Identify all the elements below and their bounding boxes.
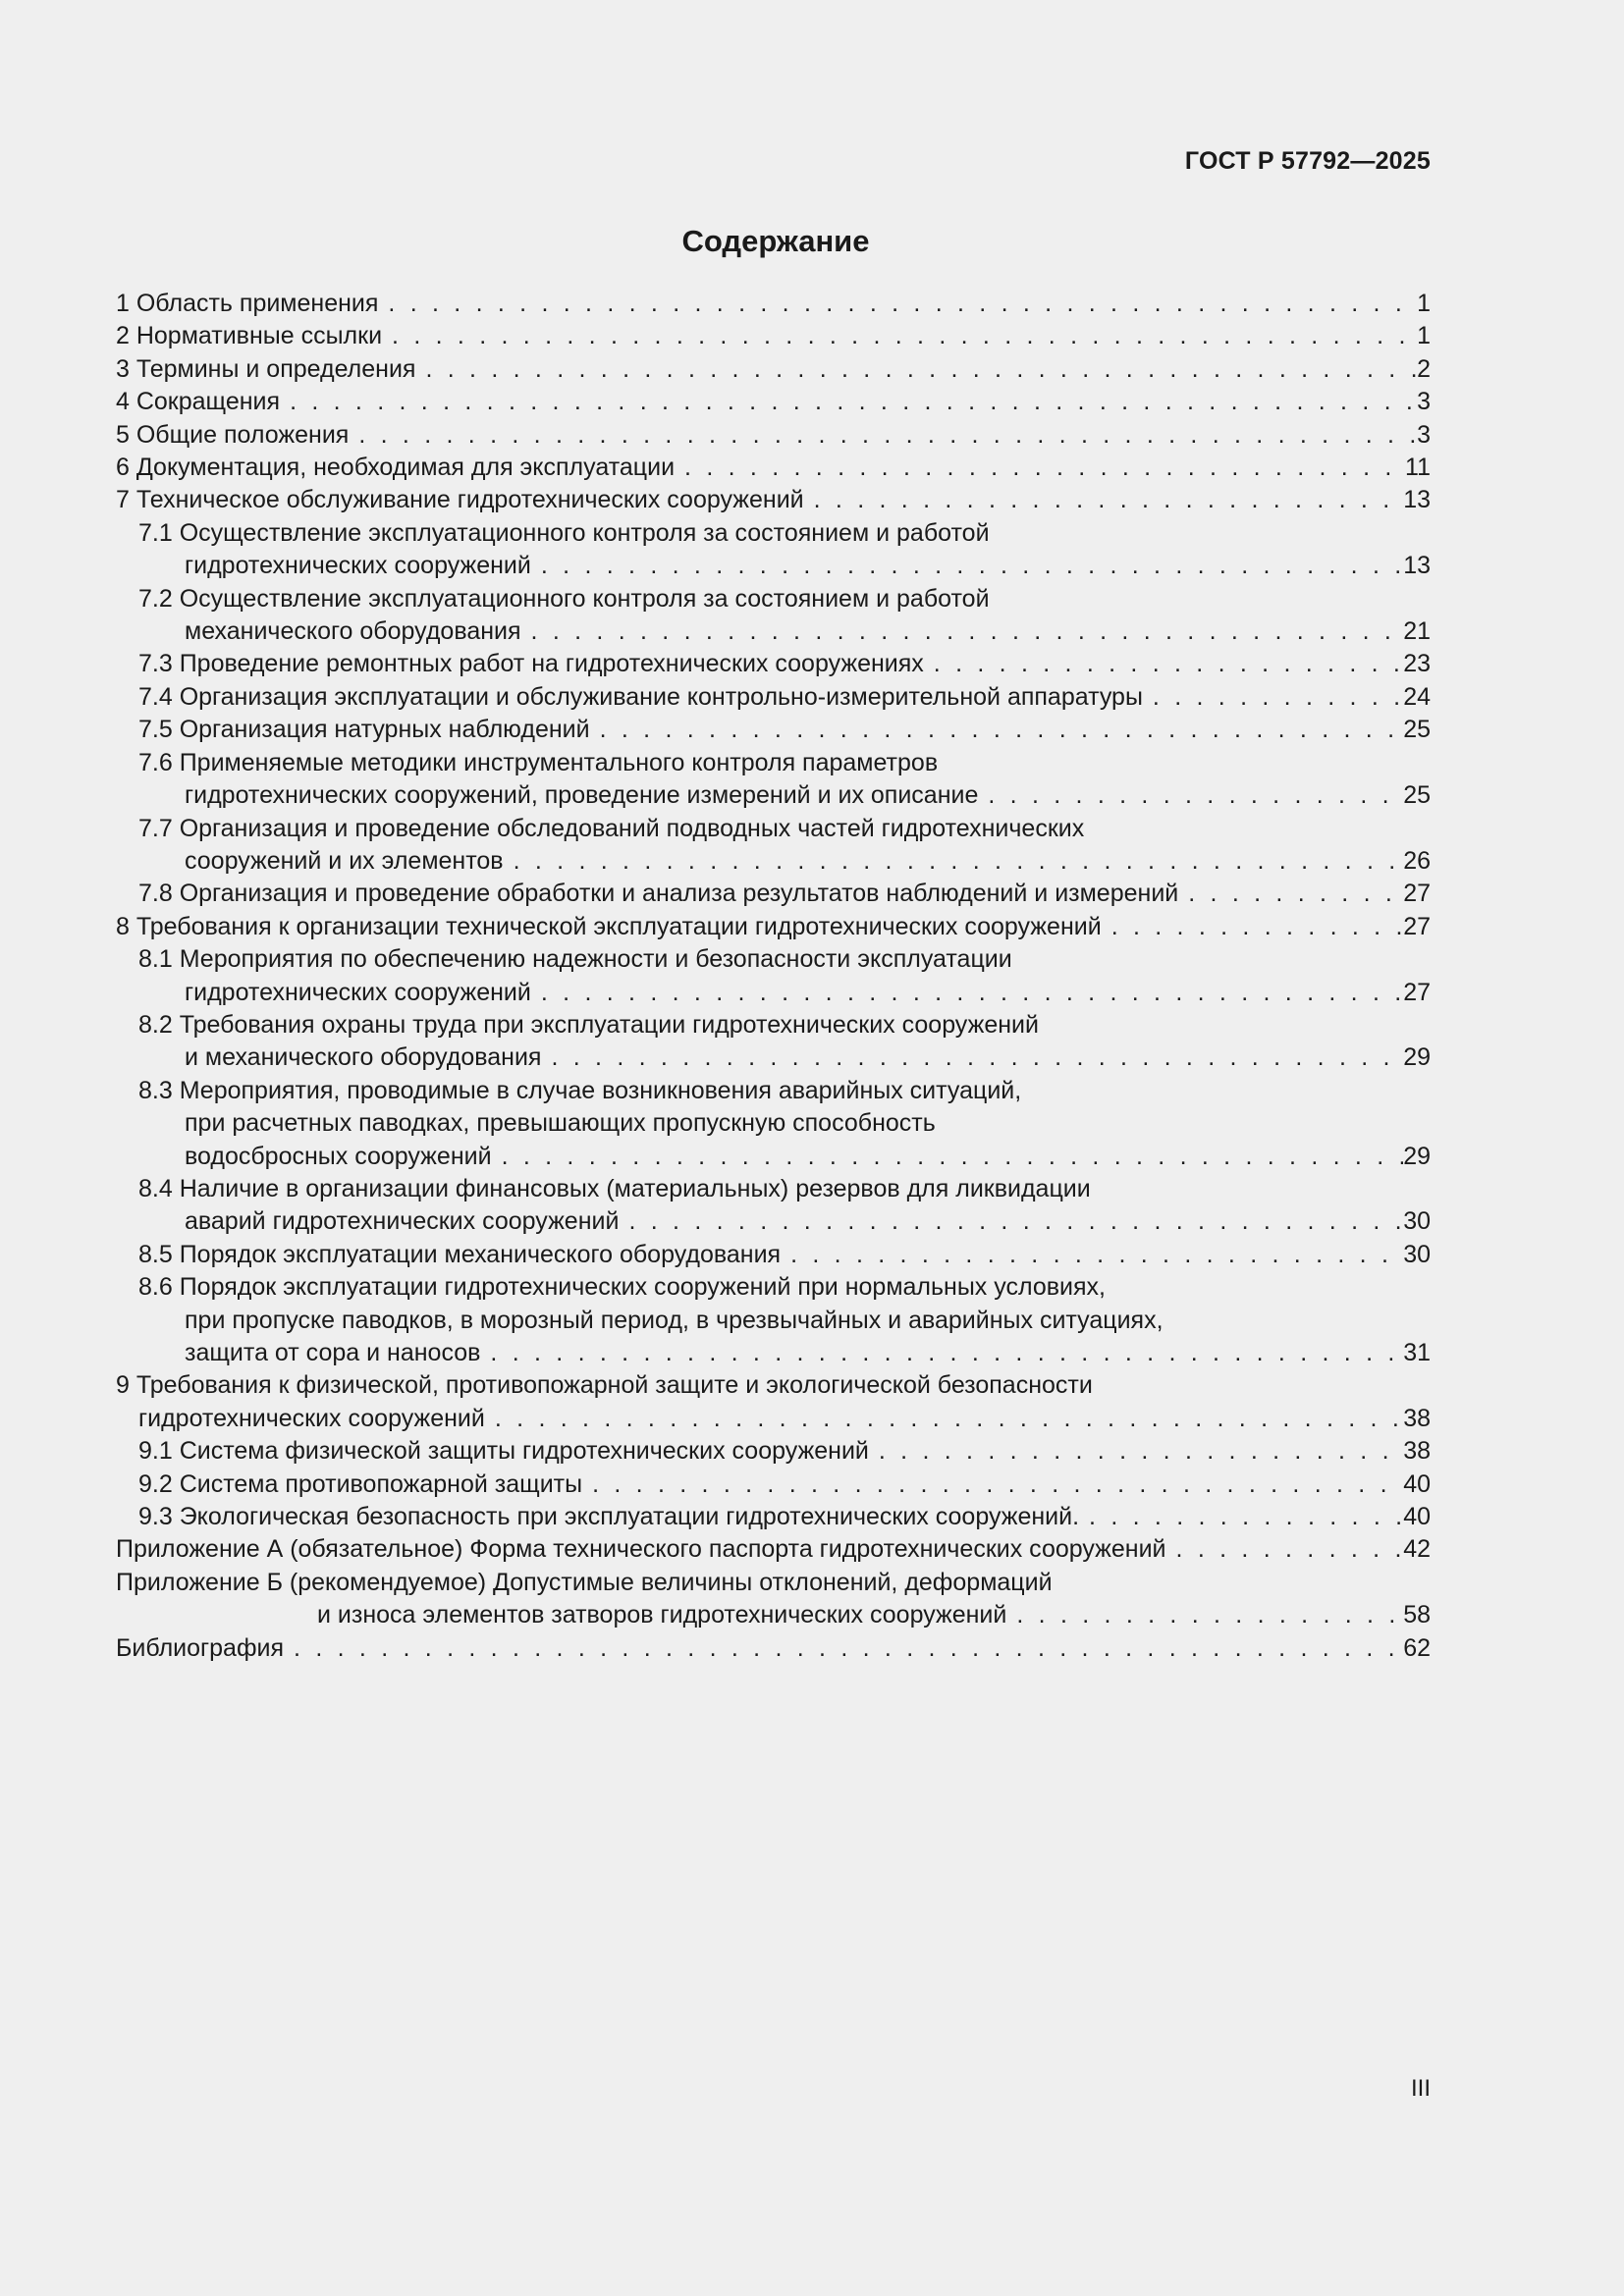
toc-leader-dots: [781, 1239, 1403, 1271]
toc-entry[interactable]: [116, 419, 1431, 452]
toc-entry-text: 7.7 Организация и проведение обследований подводных частей гидротехнических: [138, 814, 1085, 842]
toc-entry[interactable]: [116, 517, 1431, 583]
toc-page-number: 25: [1403, 716, 1431, 744]
toc-entry[interactable]: [116, 1369, 1431, 1435]
toc-entry[interactable]: [116, 1501, 1431, 1533]
toc-entry-row: [116, 779, 1431, 812]
toc-entry[interactable]: [116, 1009, 1431, 1075]
toc-page-number: 21: [1403, 617, 1431, 646]
toc-leader-dots: [978, 779, 1403, 812]
toc-entry-text: гидротехнических сооружений: [185, 978, 531, 1006]
toc-page-number: 24: [1403, 682, 1431, 711]
toc-entry[interactable]: [116, 878, 1431, 910]
toc-entry-text: 7.8 Организация и проведение обработки и анализа результатов наблюдений и измерений: [138, 880, 1179, 908]
toc-entry[interactable]: [116, 747, 1431, 813]
toc-entry-text: 8.2 Требования охраны труда при эксплуатации гидротехнических сооружений: [138, 1010, 1039, 1039]
toc-leader-dots: [1143, 681, 1403, 714]
toc-entry-text: 7 Техническое обслуживание гидротехнических сооружений: [116, 486, 804, 514]
toc-page-number: 40: [1403, 1503, 1431, 1531]
toc-entry-text: гидротехнических сооружений: [138, 1404, 485, 1432]
toc-leader-dots: [541, 1041, 1403, 1074]
toc-entry-row: [116, 714, 1431, 746]
toc-entry-text: Приложение А (обязательное) Форма технического паспорта гидротехнических сооружений: [116, 1535, 1166, 1564]
toc-entry-text: 9.1 Система физической защиты гидротехнических сооружений: [138, 1437, 869, 1466]
toc-entry-row: [116, 1403, 1431, 1435]
toc-entry-text: 9.2 Система противопожарной защиты: [138, 1469, 583, 1498]
toc-entry-row: [116, 1337, 1431, 1369]
toc-entry-text: при расчетных паводках, превышающих пропускную способность: [185, 1109, 936, 1138]
toc-entry-text: водосбросных сооружений: [185, 1142, 492, 1170]
toc-leader-dots: [924, 648, 1403, 680]
toc-entry-text: 7.5 Организация натурных наблюдений: [138, 716, 590, 744]
toc-leader-dots: [531, 550, 1403, 582]
toc-entry[interactable]: [116, 583, 1431, 649]
toc-page-number: 30: [1403, 1207, 1431, 1236]
toc-leader-dots: [804, 484, 1404, 516]
toc-entry-row: [116, 484, 1431, 516]
toc-page-number: 3: [1417, 388, 1431, 416]
toc-page-number: 29: [1403, 1142, 1431, 1170]
toc-entry[interactable]: [116, 943, 1431, 1009]
toc-entry-text: 9.3 Экологическая безопасность при эксплуатации гидротехнических сооружений.: [138, 1503, 1080, 1531]
document-code: ГОСТ Р 57792—2025: [1184, 147, 1431, 175]
toc-entry-row: [116, 1632, 1431, 1665]
toc-entry-row: [116, 977, 1431, 1009]
toc-page-number: 3: [1417, 420, 1431, 449]
toc-entry-row: [116, 878, 1431, 910]
toc-entry-text: аварий гидротехнических сооружений: [185, 1207, 620, 1236]
toc-entry[interactable]: [116, 1173, 1431, 1239]
toc-entry-row: [116, 419, 1431, 452]
toc-leader-dots: [869, 1435, 1403, 1468]
toc-page-number: 40: [1403, 1469, 1431, 1498]
toc-entry-text: защита от сора и наносов: [185, 1339, 481, 1366]
toc-page-number: 29: [1403, 1043, 1431, 1072]
toc-entry-row: [116, 1141, 1431, 1173]
toc-entry-text: 4 Сокращения: [116, 388, 281, 416]
toc-leader-dots: [504, 845, 1404, 878]
toc-page-number: 23: [1403, 650, 1431, 678]
toc-entry[interactable]: [116, 1632, 1431, 1665]
table-of-contents: [116, 288, 1431, 1665]
toc-leader-dots: [382, 320, 1417, 352]
toc-leader-dots: [280, 386, 1417, 418]
toc-entry-row: [116, 1239, 1431, 1271]
toc-entry[interactable]: [116, 1468, 1431, 1501]
toc-entry-text: 7.3 Проведение ремонтных работ на гидротехнических сооружениях: [138, 650, 924, 678]
toc-entry-text: гидротехнических сооружений, проведение измерений и их описание: [185, 781, 979, 810]
toc-entry[interactable]: [116, 911, 1431, 943]
toc-entry[interactable]: [116, 1075, 1431, 1173]
toc-leader-dots: [492, 1141, 1404, 1173]
toc-entry-row: [116, 1041, 1431, 1074]
toc-leader-dots: [485, 1403, 1403, 1435]
toc-leader-dots: [619, 1205, 1403, 1238]
toc-page-number: 30: [1403, 1240, 1431, 1268]
toc-entry-row: [116, 681, 1431, 714]
toc-entry-row: [116, 1205, 1431, 1238]
toc-entry-row: [116, 911, 1431, 943]
toc-entry-text: сооружений и их элементов: [185, 846, 504, 875]
toc-entry-text: механического оборудования: [185, 617, 521, 646]
toc-page-number: 2: [1417, 354, 1431, 383]
toc-page-number: 62: [1403, 1633, 1431, 1662]
toc-page-number: 1: [1417, 322, 1431, 350]
toc-leader-dots: [378, 288, 1417, 320]
toc-entry-row: [116, 1501, 1431, 1533]
toc-page-number: 13: [1403, 486, 1431, 514]
toc-entry[interactable]: [116, 1271, 1431, 1369]
toc-entry-row: [116, 1468, 1431, 1501]
toc-entry-row: [116, 550, 1431, 582]
toc-entry-text: 7.6 Применяемые методики инструментального контроля параметров: [138, 748, 939, 776]
toc-page-number: 13: [1403, 552, 1431, 580]
toc-page-number: 1: [1417, 290, 1431, 317]
toc-entry-row: [116, 353, 1431, 386]
toc-entry-text: 8.3 Мероприятия, проводимые в случае возникновения аварийных ситуаций,: [138, 1076, 1022, 1104]
toc-entry-text: 8.6 Порядок эксплуатации гидротехнических сооружений при нормальных условиях,: [138, 1273, 1106, 1302]
toc-page-number: 38: [1403, 1404, 1431, 1432]
toc-leader-dots: [1178, 878, 1403, 910]
toc-entry-text: и износа элементов затворов гидротехнических сооружений: [317, 1601, 1007, 1629]
toc-leader-dots: [582, 1468, 1403, 1501]
toc-page-number: 58: [1403, 1601, 1431, 1629]
toc-entry-row: [116, 452, 1431, 484]
toc-leader-dots: [531, 977, 1403, 1009]
toc-leader-dots: [1102, 911, 1404, 943]
toc-entry[interactable]: [116, 648, 1431, 680]
toc-title: Содержание: [681, 224, 870, 258]
toc-entry[interactable]: [116, 1239, 1431, 1271]
toc-leader-dots: [349, 419, 1417, 452]
toc-entry-text: 2 Нормативные ссылки: [116, 322, 383, 350]
toc-entry-text: 6 Документация, необходимая для эксплуатации: [116, 454, 676, 482]
toc-entry-text: и механического оборудования: [185, 1043, 542, 1072]
toc-entry-row: [116, 1435, 1431, 1468]
toc-entry-text: 8.4 Наличие в организации финансовых (материальных) резервов для ликвидации: [138, 1174, 1091, 1202]
toc-entry[interactable]: [116, 1533, 1431, 1566]
toc-page-number: 11: [1405, 454, 1431, 482]
toc-entry-text: Приложение Б (рекомендуемое) Допустимые величины отклонений, деформаций: [116, 1568, 1053, 1596]
toc-entry-row: [116, 648, 1431, 680]
toc-page-number: 38: [1403, 1437, 1431, 1466]
toc-leader-dots: [284, 1632, 1403, 1665]
toc-entry-text: 8.1 Мероприятия по обеспечению надежности и безопасности эксплуатации: [138, 945, 1012, 974]
toc-entry-text: 1 Область применения: [116, 290, 379, 317]
toc-page-number: 42: [1403, 1535, 1431, 1564]
toc-page-number: 27: [1403, 912, 1431, 940]
toc-leader-dots: [480, 1337, 1403, 1369]
toc-page-number: 26: [1403, 846, 1431, 875]
toc-entry[interactable]: [116, 484, 1431, 516]
toc-entry-row: [116, 615, 1431, 648]
toc-leader-dots: [590, 714, 1404, 746]
toc-page-number: 31: [1403, 1339, 1431, 1366]
toc-entry-text: гидротехнических сооружений: [185, 552, 531, 580]
toc-entry-row: [116, 288, 1431, 320]
toc-entry[interactable]: [116, 1435, 1431, 1468]
toc-entry-text: 7.4 Организация эксплуатации и обслуживание контрольно-измерительной аппаратуры: [138, 682, 1143, 711]
toc-entry-text: при пропуске паводков, в морозный период, в чрезвычайных и аварийных ситуациях,: [185, 1306, 1164, 1334]
toc-entry-text: 7.1 Осуществление эксплуатационного контроля за состоянием и работой: [138, 518, 990, 547]
toc-entry-row: [116, 386, 1431, 418]
toc-entry[interactable]: [116, 386, 1431, 418]
toc-entry-text: 5 Общие положения: [116, 420, 350, 449]
toc-page-number: 27: [1403, 978, 1431, 1006]
toc-leader-dots: [1079, 1501, 1403, 1533]
toc-page-number: 27: [1403, 880, 1431, 908]
toc-entry[interactable]: [116, 288, 1431, 320]
toc-entry[interactable]: [116, 813, 1431, 879]
toc-leader-dots: [675, 452, 1405, 484]
toc-entry-text: 8 Требования к организации технической эксплуатации гидротехнических сооружений: [116, 912, 1102, 940]
toc-entry-text: 3 Термины и определения: [116, 354, 416, 383]
toc-leader-dots: [415, 353, 1417, 386]
page-number: III: [1410, 2075, 1431, 2102]
toc-leader-dots: [521, 615, 1404, 648]
toc-entry-text: Библиография: [116, 1633, 285, 1662]
toc-entry[interactable]: [116, 320, 1431, 352]
toc-entry-text: 8.5 Порядок эксплуатации механического оборудования: [138, 1240, 782, 1268]
toc-leader-dots: [1166, 1533, 1404, 1566]
toc-entry-row: [116, 1533, 1431, 1566]
toc-entry[interactable]: [116, 353, 1431, 386]
toc-entry-text: 9 Требования к физической, противопожарной защите и экологической безопасности: [116, 1371, 1093, 1400]
toc-entry-row: [116, 1599, 1431, 1631]
toc-entry[interactable]: [116, 681, 1431, 714]
toc-entry[interactable]: [116, 1567, 1431, 1632]
toc-entry-text: 7.2 Осуществление эксплуатационного контроля за состоянием и работой: [138, 584, 990, 613]
toc-entry-row: [116, 845, 1431, 878]
toc-page-number: 25: [1403, 781, 1431, 810]
toc-entry[interactable]: [116, 714, 1431, 746]
toc-entry-row: [116, 320, 1431, 352]
toc-entry[interactable]: [116, 452, 1431, 484]
toc-leader-dots: [1006, 1599, 1403, 1631]
